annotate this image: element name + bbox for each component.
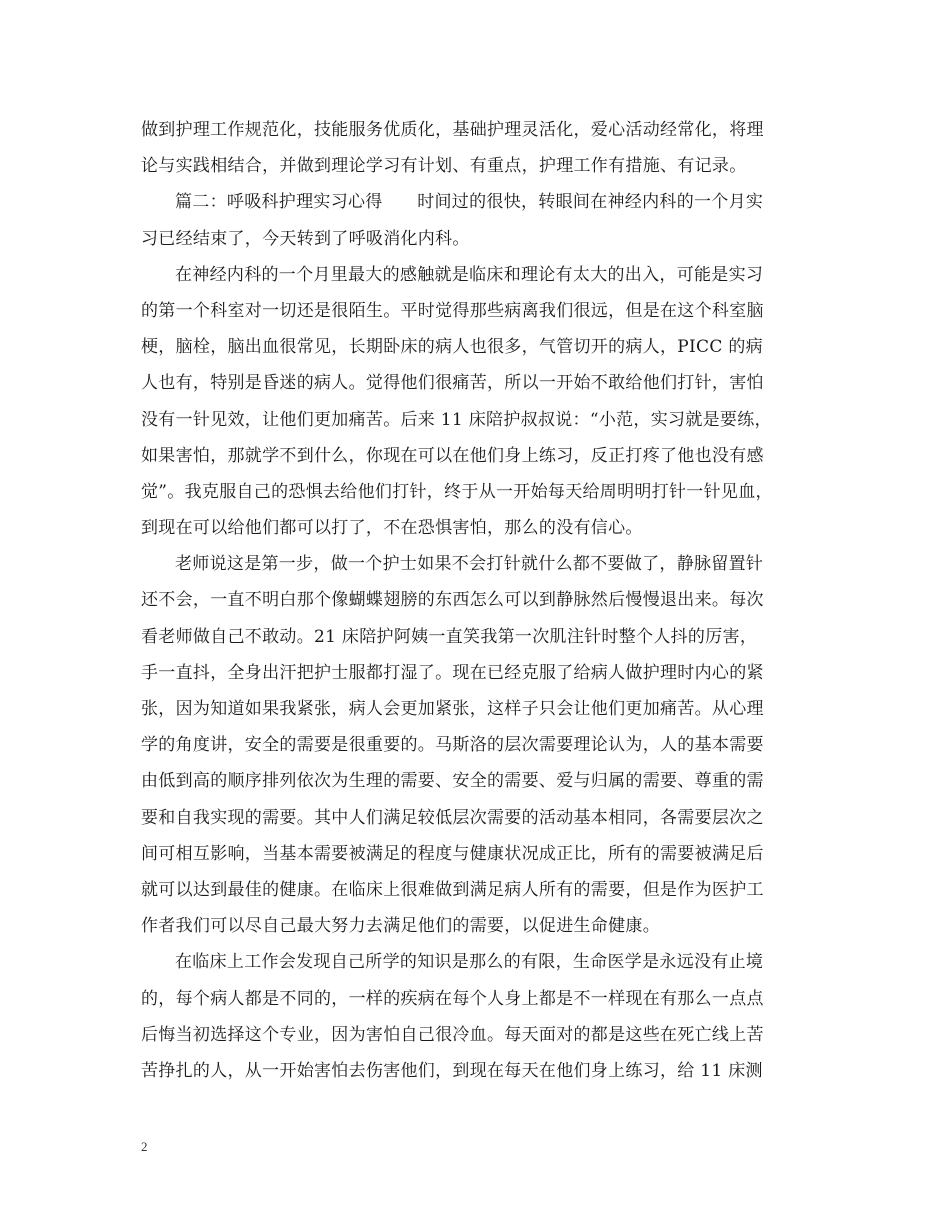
text-line: 就可以达到最佳的健康。在临床上很难做到满足病人所有的需要，但是作为医护工 — [141, 879, 764, 900]
text-line: 做到护理工作规范化，技能服务优质化，基础护理灵活化，爱心活动经常化，将理 — [141, 120, 764, 140]
text-line: 还不会，一直不明白那个像蝴蝶翅膀的东西怎么可以到静脉然后慢慢退出来。每次 — [141, 590, 764, 611]
text-line: 论与实践相结合，并做到理论学习有计划、有重点，护理工作有措施、有记录。 — [141, 156, 747, 177]
text-line: 手一直抖，全身出汗把护士服都打湿了。现在已经克服了给病人做护理时内心的紧 — [141, 662, 764, 683]
text-line: 作者我们可以尽自己最大努力去满足他们的需要，以促进生命健康。 — [141, 916, 660, 937]
text-line: 在临床上工作会发现自己所学的知识是那么的有限，生命医学是永远没有止境 — [175, 952, 764, 973]
text-line: 的第一个科室对一切还是很陌生。平时觉得那些病离我们很远，但是在这个科室脑 — [141, 300, 764, 321]
text-line: 如果害怕，那就学不到什么，你现在可以在他们身上练习，反正打疼了他也没有感 — [141, 445, 764, 466]
body-text — [141, 112, 817, 1089]
text-line: 老师说这是第一步，做一个护士如果不会打针就什么都不要做了，静脉留置针 — [175, 554, 764, 575]
text-line: 后悔当初选择这个专业，因为害怕自己很冷血。每天面对的都是这些在死亡线上苦 — [141, 1024, 764, 1045]
text-line: 在神经内科的一个月里最大的感触就是临床和理论有太大的出入，可能是实习 — [175, 264, 764, 285]
text-line: 间可相互影响，当基本需要被满足的程度与健康状况成正比，所有的需要被满足后 — [141, 843, 764, 864]
text-line: 看老师做自己不敢动。21 床陪护阿姨一直笑我第一次肌注针时整个人抖的厉害， — [141, 626, 758, 647]
text-line: 张，因为知道如果我紧张，病人会更加紧张，这样子只会让他们更加痛苦。从心理 — [141, 699, 764, 719]
text-line: 学的角度讲，安全的需要是很重要的。马斯洛的层次需要理论认为，人的基本需要 — [141, 735, 764, 756]
page-number: 2 — [141, 1139, 148, 1154]
text-line: 苦挣扎的人，从一开始害怕去伤害他们，到现在每天在他们身上练习，给 11 床测 — [141, 1060, 763, 1081]
text-line: 要和自我实现的需要。其中人们满足较低层次需要的活动基本相同，各需要层次之 — [141, 807, 764, 828]
text-line: 篇二：呼吸科护理实习心得 时间过的很快，转眼间在神经内科的一个月实 — [175, 192, 764, 213]
text-line: 习已经结束了，今天转到了呼吸消化内科。 — [141, 228, 470, 249]
text-line: 没有一针见效，让他们更加痛苦。后来 11 床陪护叔叔说：“小范，实习就是要练， — [141, 409, 772, 430]
text-line: 梗，脑栓，脑出血很常见，长期卧床的病人也很多，气管切开的病人，PICC 的病 — [141, 337, 763, 358]
text-line: 由低到高的顺序排列依次为生理的需要、安全的需要、爱与归属的需要、尊重的需 — [141, 771, 764, 792]
text-line: 觉”。我克服自己的恐惧去给他们打针，终于从一开始每天给周明明打针一针见血， — [141, 481, 773, 502]
text-line: 到现在可以给他们都可以打了，不在恐惧害怕，那么的没有信心。 — [141, 518, 643, 539]
text-line: 的，每个病人都是不同的，一样的疾病在每个人身上都是不一样现在有那么一点点 — [141, 988, 764, 1009]
text-line: 人也有，特别是昏迷的病人。觉得他们很痛苦，所以一开始不敢给他们打针，害怕 — [141, 373, 764, 394]
